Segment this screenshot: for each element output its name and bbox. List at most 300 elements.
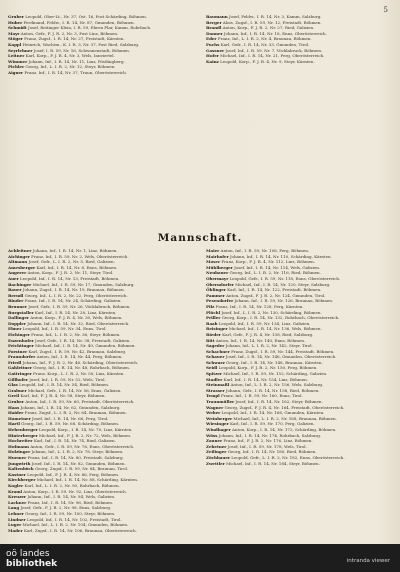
entry-details: Anton, Inf., I. R. 14, Nr. 140, Enns, Böhmen. xyxy=(215,337,306,343)
entry-details: Franz, Korp., F. J. R. 4, Nr. 112, Linz, Böhmen. xyxy=(221,259,315,265)
roster-entry xyxy=(8,382,192,387)
roster-entry xyxy=(206,405,390,410)
roster-entry xyxy=(8,416,192,421)
roster-entry xyxy=(206,388,390,393)
roster-entry xyxy=(8,455,192,460)
entry-name: Wöss xyxy=(206,432,218,438)
entry-name: Eder xyxy=(206,36,217,42)
entry-name: Bauer xyxy=(8,287,22,293)
roster-entry xyxy=(206,326,390,331)
section-heading: Mannschaft. xyxy=(157,232,243,244)
logo-line-1: oö landes xyxy=(6,549,50,559)
entry-name: Mairhofer xyxy=(206,253,229,259)
roster-entry xyxy=(206,433,390,438)
roster-entry xyxy=(8,388,192,393)
roster-entry xyxy=(206,349,390,354)
roster-entry xyxy=(8,287,192,292)
entry-name: Maier xyxy=(206,248,220,253)
entry-details: Leopold, Inf., I. R. 14, Nr. 166, Gmunden, Kärnten. xyxy=(221,410,325,416)
entry-name: Dallinger xyxy=(8,315,30,321)
entry-details: Josef, Inf., I. R. 14, Nr. 146, Gmunden, Oberösterreich. xyxy=(225,354,337,360)
entry-name: Öhlinger xyxy=(206,287,226,293)
roster-entry xyxy=(206,282,390,287)
entry-name: Greil xyxy=(8,393,20,399)
entry-details: Karl, Inf., F. J. R. 4, Nr. 58, Steyr, Böhmen. xyxy=(20,393,106,399)
roster-entry xyxy=(206,310,390,315)
entry-name: Danner xyxy=(206,30,223,36)
roster-entry xyxy=(8,304,192,309)
entry-name: Seidl xyxy=(206,365,218,371)
entry-details: Anton, Korp., F. J. R. 2, Nr. 11, Steyr, Tirol. xyxy=(27,270,114,276)
entry-details: Johann, Inf., F. J. R. 2, Nr. 46, Schärding, Oberösterreich. xyxy=(22,359,139,365)
entry-name: Feichtinger xyxy=(8,343,34,349)
entry-details: Georg, Inf., L. I. R. 2, Nr. 12, Steyr, Böhmen. xyxy=(25,64,116,70)
entry-name: Raab xyxy=(206,320,218,326)
entry-details: Johann, Zugsf., I. R. 14, Nr. 19, Braunau, Böhmen. xyxy=(22,287,125,293)
entry-name: Hametner xyxy=(8,415,31,421)
roster-entry xyxy=(8,472,192,477)
entry-details: Karl, Gefr., F. J. R. 4, Nr. 138, Ried, Salzburg. xyxy=(222,331,314,337)
roster-entry xyxy=(8,14,192,19)
roster-entry xyxy=(8,399,192,404)
entry-name: Brandl xyxy=(206,25,222,31)
roster-entry xyxy=(8,449,192,454)
entry-name: Berndl xyxy=(8,292,24,298)
entry-details: Anton, Inf., I. R. 14, Nr. 44, Perg, Böhmen. xyxy=(36,354,123,360)
entry-name: Weber xyxy=(206,410,221,416)
entry-details: Anton, Korp., F. J. R. 2, Nr. 27, Ried, Galizien. xyxy=(222,25,315,31)
entry-details: Leopold, Korp., F. J. R. 2, Nr. 150, Perg, Böhmen. xyxy=(218,365,318,371)
entry-details: Georg, Inf., I. R. 14, Nr. 180, Ried, Böhmen. xyxy=(227,449,317,455)
entry-name: Haas xyxy=(8,404,20,410)
roster-entry xyxy=(8,354,192,359)
entry-name: Schachner xyxy=(206,348,230,354)
entry-details: Heinrich, Wachtm., K. I. R. 3, Nr. 37, Post Ried, Salzburg. xyxy=(22,41,140,47)
roster-entry xyxy=(206,254,390,259)
entry-details: Johann, Inf., I. R. 14, Nr. 11, Linz, Pöstlingberg. xyxy=(28,58,125,64)
entry-name: Kirchberger xyxy=(8,477,36,483)
column-bottom-left xyxy=(8,248,192,533)
entry-name: Moser xyxy=(206,259,221,265)
entry-details: Leopold, Korp., F. J. R. 4, Nr. 9, Steyr, Kärnten. xyxy=(220,58,315,64)
roster-entry xyxy=(8,48,192,53)
entry-details: Anton, Inf., I. R. 59, Nr. 60, Freistadt, Oberösterreich. xyxy=(25,399,135,405)
roster-entry xyxy=(8,393,192,398)
roster-entry xyxy=(8,315,192,320)
entry-name: Aichinger xyxy=(8,253,30,259)
entry-details: Josef, Inf., I. R. 14, Nr. 162, Steyr, Böhmen. xyxy=(235,399,323,405)
entry-details: Johann, Inf., I. R. 14, Nr. 94, Wels, Galizien. xyxy=(27,494,116,500)
viewer-footer xyxy=(0,544,400,572)
entry-name: Berger xyxy=(206,19,222,25)
entry-details: Georg, Inf., I. R. 14, Nr. 48, Rohrbach, Böhmen. xyxy=(33,365,131,371)
entry-details: Josef, Inf., I. R. 59, Nr. 7, Vöcklabruck, Böhmen. xyxy=(225,47,323,53)
entry-details: Johann, Inf., L. I. R. 2, Nr. 78, Steyr, Böhmen. xyxy=(31,449,124,455)
column-top-left xyxy=(8,14,192,76)
entry-details: Michael, Inf., I. R. 59, Nr. 17, Gmunden, Salzburg. xyxy=(32,281,135,287)
entry-details: Franz, Inf., I. R. 14, Nr. 80, Freistadt, Salzburg. xyxy=(27,454,124,460)
entry-name: Bachinger xyxy=(8,281,32,287)
entry-name: Kraml xyxy=(8,488,23,494)
entry-details: Franz, Inf., I. R. 14, Nr. 37, Traun, Oberösterreich. xyxy=(24,69,127,75)
entry-name: Lang xyxy=(8,505,20,511)
roster-entry xyxy=(8,282,192,287)
entry-name: Rieder xyxy=(206,331,221,337)
entry-details: Michael, Inf., I. R. 14, Nr. 120, Steyr, Salzburg. xyxy=(235,281,331,287)
entry-name: Wimmer xyxy=(8,58,28,64)
entry-name: Gruber xyxy=(8,14,24,19)
column-bottom-right xyxy=(206,248,390,466)
entry-name: Gassner xyxy=(206,47,225,53)
entry-name: Mayr xyxy=(8,30,20,36)
entry-details: Franz, Inf., F. J. R. 2, Nr. 176, Linz, Böhmen. xyxy=(223,438,313,444)
entry-details: Michael, Inf., F. J. R. 2, Nr. 72, Wels, Böhmen. xyxy=(38,432,132,438)
entry-details: Karl, Inf., I. R. 14, Nr. 154, Linz, Böhmen. xyxy=(223,376,308,382)
entry-name: Reisinger xyxy=(206,326,228,332)
entry-name: Hartl xyxy=(8,421,20,427)
entry-name: Seyrlehner xyxy=(8,47,33,53)
roster-entry xyxy=(206,276,390,281)
entry-details: Leopold, Gefr., I. R. 59, Nr. 118, Enns, Oberösterreich. xyxy=(229,275,341,281)
entry-details: Karl, Gefr., I. R. 14, Nr. 33, Gmunden, Tirol. xyxy=(220,41,310,47)
entry-name: Hofmann xyxy=(8,443,29,449)
entry-details: Georg, Zugsf., I. R. 59, Nr. 84, Braunau, Tirol. xyxy=(34,466,129,472)
page-number: 5 xyxy=(383,6,388,14)
roster-entry xyxy=(8,360,192,365)
roster-entry xyxy=(8,36,192,41)
roster-entry xyxy=(8,298,192,303)
roster-entry xyxy=(206,399,390,404)
entry-name: Eichinger xyxy=(8,331,30,337)
roster-entry xyxy=(8,42,192,47)
entry-name: Auer xyxy=(8,275,19,281)
roster-entry xyxy=(206,421,390,426)
entry-details: Leopold, Korp., I. R. 14, Nr. 70, Linz, Kärnten. xyxy=(39,427,133,432)
entry-name: Grabner xyxy=(8,387,27,393)
roster-entry xyxy=(206,354,390,359)
entry-details: Karl, Inf., I. R. 59, Nr. 170, Perg, Galizien. xyxy=(229,421,315,427)
logo-line-2: bibliothek xyxy=(6,559,58,569)
roster-entry xyxy=(8,248,192,253)
roster-entry xyxy=(8,410,192,415)
entry-name: Kogler xyxy=(8,482,24,488)
entry-name: Stöger xyxy=(8,36,23,42)
roster-entry xyxy=(206,338,390,343)
entry-name: Baumann xyxy=(206,14,228,19)
entry-details: Michael, Inf., I. R. 14, Nr. 136, Wels, Böhmen. xyxy=(228,326,322,332)
entry-name: Leitner xyxy=(8,53,25,59)
entry-details: Karl, Zugsf., I. R. 59, Nr. 42, Braunau, Salzburg. xyxy=(28,348,127,354)
entry-details: Michael, Inf., L. I. R. 2, Nr. 168, Braunau, Böhmen. xyxy=(233,415,337,421)
entry-details: Josef, Reitinger Klein, I. R. 59, Ehren Flar, Kamm, Rohrbach. xyxy=(27,25,152,31)
entry-name: Gahleitner xyxy=(8,365,32,371)
entry-details: Josef, Inf., I. R. 14, Nr. 82, Gmunden, Böhmen. xyxy=(31,460,126,466)
entry-details: Georg, Inf., I. R. 59, Nr. 68, Schärding, Böhmen. xyxy=(21,421,120,427)
entry-name: Zöchbauer xyxy=(206,454,230,460)
entry-name: Zwettler xyxy=(206,460,225,466)
entry-details: Franz, Zugsf., I. R. 59, Nr. 144, Freistadt, Böhmen. xyxy=(231,348,335,354)
entry-details: Johann, Inf., I. R. 14, Nr. 110, Schärding, Kärnten. xyxy=(229,253,332,259)
roster-entry xyxy=(8,326,192,331)
entry-name: Huemer xyxy=(8,454,27,460)
entry-name: Kastner xyxy=(8,471,26,477)
roster-entry xyxy=(206,25,390,30)
roster-entry xyxy=(8,505,192,510)
entry-name: Mader xyxy=(8,527,23,533)
entry-details: Josef, Gefr., L. I. R. 2, Nr. 5, Ried, Galizien. xyxy=(28,259,115,265)
entry-name: Pammer xyxy=(206,292,225,298)
entry-details: Anton, Korp., F. J. R. 4, Nr. 30, Wels, Böhmen. xyxy=(30,315,123,321)
roster-entry xyxy=(8,517,192,522)
entry-details: Franz, Inf., I. R. 59, Nr. 2, Wels, Oberösterreich. xyxy=(31,253,129,259)
roster-entry xyxy=(206,461,390,466)
roster-entry xyxy=(8,321,192,326)
entry-details: Johann, Inf., I. R. 14, Nr. 62, Gmunden, Salzburg. xyxy=(20,404,121,410)
entry-name: Zauner xyxy=(206,438,223,444)
roster-entry xyxy=(206,53,390,58)
entry-name: Ebner xyxy=(8,326,22,332)
roster-entry xyxy=(206,377,390,382)
entry-details: Anton, Inf., I. R. 59, Nr. 108, Perg, Böhmen. xyxy=(220,248,310,253)
entry-details: Johann, Inf., L. I. R. 2, Nr. 142, Steyr, Tirol. xyxy=(225,343,313,349)
roster-entry xyxy=(206,416,390,421)
entry-name: Zehetner xyxy=(206,443,227,449)
roster-entry xyxy=(206,321,390,326)
entry-details: Josef, Inf., L. I. R. 2, Nr. 130, Schärding, Böhmen. xyxy=(221,309,322,315)
roster-entry xyxy=(206,36,390,41)
roster-entry xyxy=(8,259,192,264)
roster-entry xyxy=(206,304,390,309)
entry-details: Franz, Inf., L. I. R. 2, Nr. 4, Braunau, Böhmen. xyxy=(217,36,312,42)
entry-name: Jungwirth xyxy=(8,460,31,466)
entry-name: Haider xyxy=(8,410,24,416)
entry-name: Luger xyxy=(8,522,22,528)
roster-entry xyxy=(206,427,390,432)
roster-entry xyxy=(206,371,390,376)
roster-entry xyxy=(206,31,390,36)
entry-details: Johann, Inf., I. R. 14, Nr. 174, Rohrbach, Salzburg. xyxy=(218,432,322,438)
entry-details: Karl, Inf., I. R. 14, Nr. 8, Enns, Böhmen. xyxy=(36,264,118,270)
entry-details: Michael, Inf., I. R. 14, Nr. 88, Schärding, Kärnten. xyxy=(36,477,139,483)
entry-name: Holzinger xyxy=(8,449,31,455)
entry-name: Kappl xyxy=(8,41,22,47)
entry-name: Brunner xyxy=(8,303,27,309)
roster-entry xyxy=(206,248,390,253)
entry-name: Pilz xyxy=(206,303,215,309)
roster-entry xyxy=(8,332,192,337)
entry-name: Sageder xyxy=(206,343,225,349)
roster-entry xyxy=(8,405,192,410)
entry-name: Hofer xyxy=(206,53,219,59)
entry-details: Georg, Inf., L. I. R. 2, Nr. 22, Perg, Oberösterreich. xyxy=(24,292,128,298)
roster-entry xyxy=(8,522,192,527)
roster-entry xyxy=(206,444,390,449)
entry-name: Templ xyxy=(206,393,220,399)
entry-name: Strasser xyxy=(206,387,225,393)
roster-entry xyxy=(206,59,390,64)
entry-details: Karl, Inf., I. R. 14, Nr. 122, Freistadt, Böhmen. xyxy=(227,287,322,293)
entry-name: Huber xyxy=(8,19,23,25)
entry-name: Zeilinger xyxy=(206,449,227,455)
entry-name: Glas xyxy=(8,382,18,388)
entry-name: Mühlberger xyxy=(206,264,233,270)
entry-details: Franz, Inf., I. R. 14, Nr. 128, Perg, Kärnten. xyxy=(215,303,304,309)
roster-entry xyxy=(8,270,192,275)
roster-entry xyxy=(8,433,192,438)
entry-details: Johann, Inf., I. R. 14, Nr. 18, Enns, Oberösterreich. xyxy=(223,30,327,36)
roster-entry xyxy=(8,20,192,25)
entry-name: Traunmüller xyxy=(206,399,235,405)
entry-name: Forstner xyxy=(8,348,28,354)
entry-name: Pichler xyxy=(8,64,25,70)
roster-entry xyxy=(8,466,192,471)
entry-name: Kainz xyxy=(206,58,219,64)
roster-entry xyxy=(8,25,192,30)
roster-entry xyxy=(8,427,192,432)
entry-name: Achleitner xyxy=(8,248,32,253)
entry-name: Steinmaßl xyxy=(206,382,230,388)
entry-details: Johann, Inf., I. R. 14, Nr. 1, Linz, Böhmen. xyxy=(32,248,118,253)
roster-entry xyxy=(206,438,390,443)
roster-entry xyxy=(8,310,192,315)
roster-entry xyxy=(206,410,390,415)
entry-details: Josef, Inf., I. R. 59, Nr. 178, Wels, Tirol. xyxy=(227,443,307,449)
roster-entry xyxy=(8,421,192,426)
entry-name: Doppler xyxy=(8,320,26,326)
entry-name: Hochreiter xyxy=(8,438,33,444)
entry-details: Michael, Gefr., I. R. 14, Nr. 56, Enns, Galizien. xyxy=(27,387,122,393)
entry-name: Lehner xyxy=(8,510,24,516)
roster-entry xyxy=(8,489,192,494)
roster-entry xyxy=(8,343,192,348)
roster-entry xyxy=(206,259,390,264)
entry-details: Karl, Zugsf., I. R. 14, Nr. 106, Braunau, Oberösterreich. xyxy=(23,527,137,533)
roster-entry xyxy=(206,360,390,365)
entry-name: Hehenberger xyxy=(8,427,38,432)
entry-details: Leopold, Inf., F. J. R. 4, Nr. 86, Perg, Böhmen. xyxy=(27,471,120,477)
entry-name: Neubauer xyxy=(206,270,229,276)
roster-entry xyxy=(206,365,390,370)
entry-name: Binder xyxy=(8,298,24,304)
roster-entry xyxy=(8,377,192,382)
entry-details: Johann, Inf., I. R. 14, Nr. 32, Ried, Oberösterreich. xyxy=(27,320,130,326)
entry-name: Windhager xyxy=(206,427,231,432)
entry-details: Josef, Gefr., I. R. 14, Nr. 38, Freistadt, Galizien. xyxy=(35,337,131,343)
entry-details: Franz, Zugsf., L. I. R. 2, Nr. 64, Braunau, Böhmen. xyxy=(24,410,127,416)
entry-details: Karl, Inf., I. R. 14, Nr. 28, Linz, Kärnten. xyxy=(34,309,117,315)
roster-entry xyxy=(8,64,192,69)
roster-entry xyxy=(8,444,192,449)
roster-entry xyxy=(206,449,390,454)
entry-name: Amesberger xyxy=(8,264,36,270)
roster-entry xyxy=(206,14,390,19)
column-top-right xyxy=(206,14,390,64)
entry-name: Enzenhofer xyxy=(8,337,34,343)
entry-name: Hinterberger xyxy=(8,432,38,438)
entry-details: Georg, Inf., I. R. 59, Nr. 100, Steyr, Böhmen. xyxy=(25,510,116,516)
entry-details: Anton, Korp., I. R. 14, Nr. 172, Schärding, Böhmen. xyxy=(232,427,337,432)
entry-details: Michael, Inf., I. R. 14, Nr. 40, Gmunden, Böhmen. xyxy=(35,343,136,349)
entry-details: Karl, Korp., F. J. R. 4, Nr. 3, Wels, Innviertel. xyxy=(25,53,115,59)
entry-details: Michael, Inf., I. R. 14, Nr. 21, Perg, Oberösterreich. xyxy=(220,53,325,59)
entry-details: Ferdinand, Feldw., I. R. 14, Nr. 87, Gmunden, Böhmen. xyxy=(23,19,135,25)
roster-entry xyxy=(8,276,192,281)
entry-name: Priller xyxy=(206,315,221,321)
entry-name: Weinberger xyxy=(206,415,233,421)
entry-details: Leopold, Inf., I. R. 59, Nr. 34, Enns, Tirol. xyxy=(22,326,107,332)
entry-details: Josef, I. R. 59, Nr. 16, Schwanenstadt, Böhmen. xyxy=(33,47,131,53)
entry-details: Josef, Inf., I. R. 14, Nr. 114, Wels, Galizien. xyxy=(234,264,321,270)
roster-entry xyxy=(8,494,192,499)
entry-details: Johann, Inf., I. R. 59, Nr. 126, Braunau, Böhmen. xyxy=(234,298,334,304)
entry-name: Schmidt xyxy=(8,25,27,31)
entry-details: Franz, Inf., I. R. 14, Nr. 24, Schärding, Galizien. xyxy=(24,298,122,304)
entry-name: Aigner xyxy=(8,69,24,75)
roster-entry xyxy=(8,265,192,270)
entry-details: Georg, Zugsf., F. J. R. 4, Nr. 164, Freistadt, Oberösterreich. xyxy=(224,404,345,410)
entry-details: Franz, Zugsf., I. R. 14, Nr. 27, Freistadt, Kärnten. xyxy=(24,36,125,42)
entry-details: Karl, Inf., I. R. 14, Nr. 74, Ried, Galizien. xyxy=(33,438,116,444)
entry-details: Leopold, Inf., I. R. 14, Nr. 102, Freistadt, Tirol. xyxy=(26,516,122,522)
entry-details: Franz, Inf., L. I. R. 2, Nr. 36, Steyr, Böhmen. xyxy=(31,331,121,337)
entry-details: Franz, Inf., I. R. 14, Nr. 96, Ried, Böhmen. xyxy=(27,499,114,505)
entry-details: Franz, Korp., L. I. R. 2, Nr. 50, Linz, Kärnten. xyxy=(33,371,125,377)
entry-details: Franz, Inf., I. R. 59, Nr. 160, Enns, Tirol. xyxy=(220,393,303,399)
roster-entry xyxy=(206,455,390,460)
roster-entry xyxy=(206,382,390,387)
entry-name: Burgstaller xyxy=(8,309,34,315)
entry-details: Georg, Inf., I. R. 14, Nr. 148, Braunau, Kärnten. xyxy=(226,359,323,365)
roster-entry xyxy=(8,70,192,75)
entry-details: Josef, Inf., I. R. 14, Nr. 66, Perg, Tirol. xyxy=(31,415,109,421)
entry-name: Ritt xyxy=(206,337,215,343)
entry-details: Leopold, Inf., I. R. 14, Nr. 54, Ried, Böhmen. xyxy=(19,382,110,388)
roster-entry xyxy=(8,438,192,443)
roster-entry xyxy=(8,500,192,505)
entry-details: Anton, Korp., I. R. 59, Nr. 92, Linz, Oberösterreich. xyxy=(23,488,127,494)
roster-entry xyxy=(8,293,192,298)
entry-name: Wagner xyxy=(206,404,224,410)
roster-entry xyxy=(8,461,192,466)
entry-details: Anton, Zugsf., F. J. R. 2, Nr. 124, Gmunden, Tirol. xyxy=(226,292,326,298)
library-logo[interactable] xyxy=(6,549,57,569)
roster-entry xyxy=(8,477,192,482)
entry-name: Altmann xyxy=(8,259,28,265)
entry-name: Schauer xyxy=(206,354,225,360)
entry-details: Anton, Gefr., I. R. 59, Nr. 76, Enns, Oberösterreich. xyxy=(30,443,135,449)
entry-details: Alois, Zugsf., I. R. 59, Nr. 12, Freistadt, Böhmen. xyxy=(222,19,322,25)
roster-entry xyxy=(206,298,390,303)
entry-details: Michael, Inf., I. R. 59, Nr. 152, Schärding, Galizien. xyxy=(223,371,328,377)
entry-name: Angerer xyxy=(8,270,27,276)
entry-name: Fraundorfer xyxy=(8,354,36,360)
viewer-label: intranda viewer xyxy=(346,558,390,564)
roster-entry xyxy=(8,371,192,376)
entry-name: Friedl xyxy=(8,359,22,365)
entry-details: Leopold, Inf., I. R. 59, Nr. 134, Linz, Galizien. xyxy=(218,320,311,326)
roster-entry xyxy=(8,254,192,259)
entry-details: Anton, Gefr., F. J. R. 2, Nr. 3, Post Linz, Böhmen. xyxy=(20,30,119,36)
entry-details: Leopold, Ober-Lt., Nr. 37, Ost. 16, Post Schärding, Böhmen. xyxy=(25,14,147,19)
entry-name: Stadler xyxy=(206,376,223,382)
roster-entry xyxy=(206,315,390,320)
roster-entry xyxy=(8,349,192,354)
entry-name: Fuchs xyxy=(206,41,220,47)
roster-entry xyxy=(8,31,192,36)
entry-details: Leopold, Gefr., L. I. R. 2, Nr. 182, Enns, Oberösterreich. xyxy=(231,454,345,460)
roster-entry xyxy=(206,393,390,398)
roster-entry xyxy=(8,528,192,533)
